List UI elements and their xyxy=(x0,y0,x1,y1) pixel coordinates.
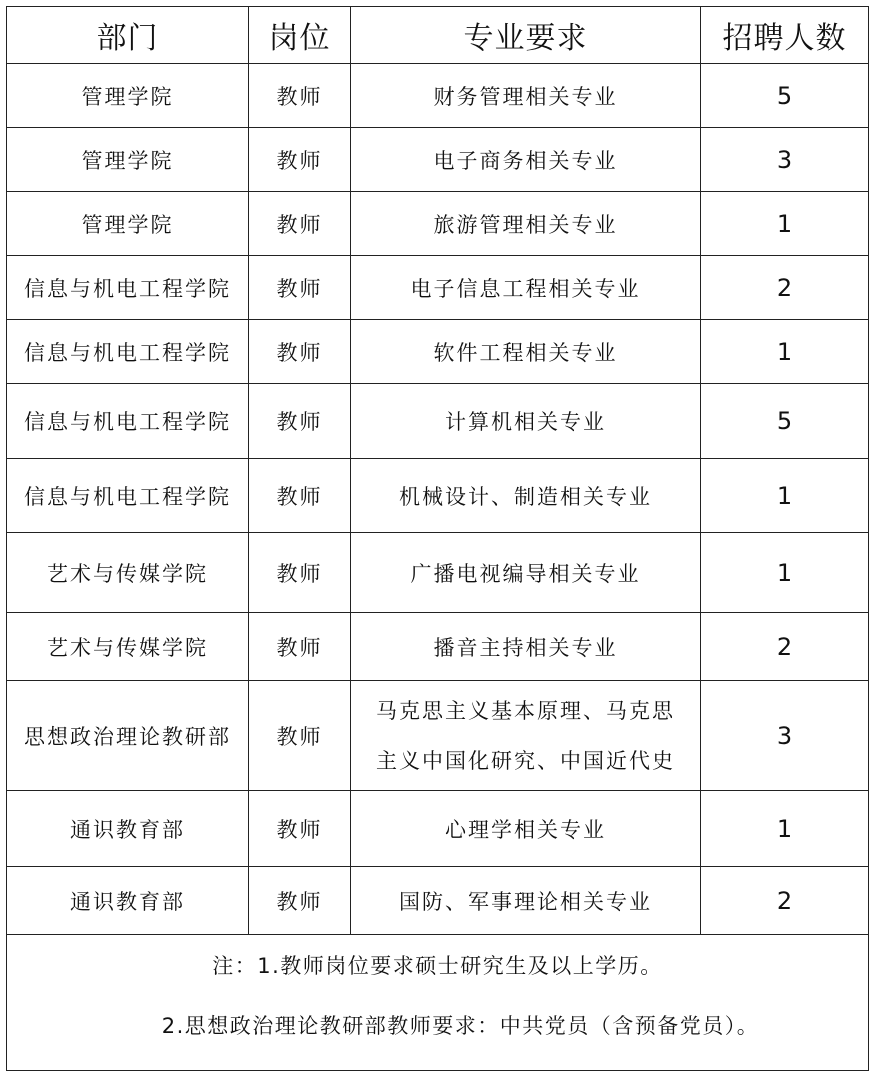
cell-count: 2 xyxy=(701,613,869,681)
table-row xyxy=(7,533,869,613)
table-row xyxy=(7,256,869,320)
cell-position: 教师 xyxy=(249,867,351,935)
header-count: 招聘人数 xyxy=(701,7,869,64)
cell-count: 1 xyxy=(701,533,869,613)
cell-count: 1 xyxy=(701,791,869,867)
cell-major: 心理学相关专业 xyxy=(351,791,701,867)
cell-count: 5 xyxy=(701,64,869,128)
notes-cell xyxy=(7,935,869,1071)
table-row xyxy=(7,320,869,384)
cell-position: 教师 xyxy=(249,192,351,256)
cell-position: 教师 xyxy=(249,320,351,384)
table-row xyxy=(7,613,869,681)
cell-position: 教师 xyxy=(249,459,351,533)
cell-count: 1 xyxy=(701,192,869,256)
cell-major: 国防、军事理论相关专业 xyxy=(351,867,701,935)
cell-position: 教师 xyxy=(249,128,351,192)
cell-count: 3 xyxy=(701,681,869,791)
cell-count: 5 xyxy=(701,384,869,459)
header-position: 岗位 xyxy=(249,7,351,64)
major-line-2: 主义中国化研究、中国近代史 xyxy=(376,748,675,773)
cell-major: 机械设计、制造相关专业 xyxy=(351,459,701,533)
cell-department: 管理学院 xyxy=(7,128,249,192)
cell-major: 广播电视编导相关专业 xyxy=(351,533,701,613)
cell-major: 电子信息工程相关专业 xyxy=(351,256,701,320)
cell-department: 通识教育部 xyxy=(7,791,249,867)
cell-department: 信息与机电工程学院 xyxy=(7,256,249,320)
table-header-row xyxy=(7,7,869,64)
major-line-1: 马克思主义基本原理、马克思 xyxy=(376,698,675,723)
table-row xyxy=(7,64,869,128)
note-line-2: 2.思想政治理论教研部教师要求：中共党员（含预备党员）。 xyxy=(161,1013,760,1038)
notes-row xyxy=(7,935,869,1071)
cell-count: 2 xyxy=(701,867,869,935)
header-major: 专业要求 xyxy=(351,7,701,64)
recruitment-table xyxy=(6,6,869,1071)
cell-position: 教师 xyxy=(249,533,351,613)
cell-department: 艺术与传媒学院 xyxy=(7,613,249,681)
table-row xyxy=(7,192,869,256)
cell-position: 教师 xyxy=(249,613,351,681)
cell-count: 2 xyxy=(701,256,869,320)
cell-major: 旅游管理相关专业 xyxy=(351,192,701,256)
table-row xyxy=(7,681,869,791)
cell-major: 电子商务相关专业 xyxy=(351,128,701,192)
table-row xyxy=(7,384,869,459)
cell-count: 3 xyxy=(701,128,869,192)
table-row xyxy=(7,128,869,192)
header-department: 部门 xyxy=(7,7,249,64)
cell-count: 1 xyxy=(701,320,869,384)
table-row xyxy=(7,459,869,533)
cell-department: 管理学院 xyxy=(7,64,249,128)
cell-department: 艺术与传媒学院 xyxy=(7,533,249,613)
cell-major: 财务管理相关专业 xyxy=(351,64,701,128)
note-line-1: 注：1.教师岗位要求硕士研究生及以上学历。 xyxy=(212,953,663,978)
cell-department: 信息与机电工程学院 xyxy=(7,320,249,384)
cell-department: 信息与机电工程学院 xyxy=(7,459,249,533)
cell-major: 计算机相关专业 xyxy=(351,384,701,459)
cell-department: 思想政治理论教研部 xyxy=(7,681,249,791)
cell-count: 1 xyxy=(701,459,869,533)
table-row xyxy=(7,867,869,935)
cell-department: 通识教育部 xyxy=(7,867,249,935)
cell-position: 教师 xyxy=(249,791,351,867)
cell-department: 管理学院 xyxy=(7,192,249,256)
cell-major: 软件工程相关专业 xyxy=(351,320,701,384)
cell-major: 播音主持相关专业 xyxy=(351,613,701,681)
table-row xyxy=(7,791,869,867)
cell-position: 教师 xyxy=(249,64,351,128)
cell-major xyxy=(351,681,701,791)
cell-position: 教师 xyxy=(249,256,351,320)
cell-position: 教师 xyxy=(249,384,351,459)
cell-department: 信息与机电工程学院 xyxy=(7,384,249,459)
cell-position: 教师 xyxy=(249,681,351,791)
